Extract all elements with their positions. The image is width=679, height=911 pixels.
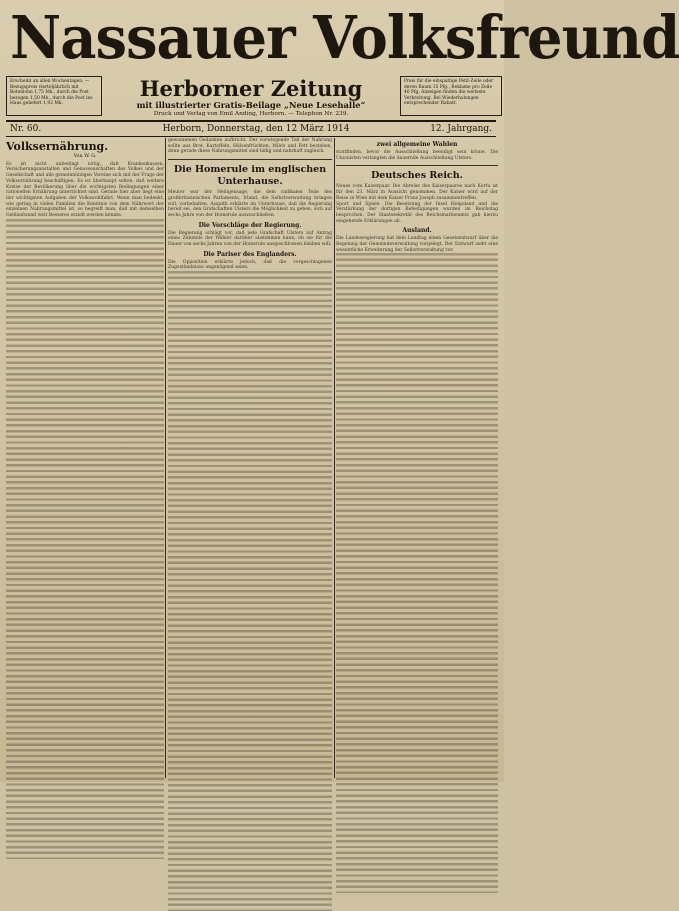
article-body-wahlen: stattfinden, bevor die Ausschließung beendigt sein könne. Die Unionisten verlangten die dauernde Ausschließung Ulsters. [336, 150, 498, 161]
article-body-helgoland: Sport und Spiele. Die Besetzung der Insel Helgoland und die Verstärkung der dortigen Befestigungen wurden im Reichstag besprochen. Der Staatssekretär des Reichsmarineamts gab hierzu eingehende Erklärungen ab. [336, 201, 498, 224]
text-body-lines [168, 271, 332, 911]
article-continuation: gewonnenen Gedanken aufbricht. Der vorwiegende Teil der Nahrung sollte aus Brot, Kartoffeln, Hülsenfrüchten, Milch und Fett bestehen, denn gerade diese Nahrungsmittel sind billig und nahrhaft zugleich. [168, 138, 332, 155]
article-body-kaiserpaar: Neues vom Kaiserpaar. Die Abreise des Kaiserpaares nach Korfu ist für den 23. März in Aussicht genommen. Der Kaiser wird auf der Reise in Wien mit dem Kaiser Franz Joseph zusammentreffen. [336, 184, 498, 201]
subtitle-beilage: mit illustrierter Gratis-Beilage „Neue Lesehalle“ [136, 100, 366, 110]
text-body-lines [6, 219, 164, 859]
advertising-notice: Preis für die einspaltige Petit-Zeile oder deren Raum 15 Pfg., Reklame pro Zeile 40 Pfg. Anzeigen finden die weiteste Verbreitung. Bei Wiederholungen entsprechender Rabatt. [400, 76, 502, 116]
text-body-lines [336, 253, 498, 893]
subheading-ausland: Ausland. [402, 227, 432, 235]
article-body-homerule: Meuter war der Heiligensage, die dem radikalen Teile des großbritannischen Parlaments, Irland, die Selbstverwaltung bringen soll, vorbehalten. Asquith erklärte im Unterhause, daß die Regierung bereit sei, den Grafschaften Ulsters die Möglichkeit zu geben, sich auf sechs Jahre von der Homerule auszuschließen. [168, 190, 332, 218]
volume-year: 12. Jahrgang. [430, 124, 492, 134]
article-headline-volksernaehrung: Volksernährung. [6, 140, 109, 153]
column-divider [165, 138, 166, 778]
subheading-pariser: Die Pariser des Englanders. [203, 250, 297, 258]
subtitle-block [108, 78, 394, 118]
subscription-notice: Erscheint an allen Wochentagen. — Bezugspreis vierteljährlich mit Botenlohn 1,75 Mk., durch die Post bezogen 1,50 Mk., durch die Post ins Haus geliefert 1,92 Mk. [6, 76, 102, 116]
subtitle-herborner-zeitung: Herborner Zeitung [139, 76, 363, 101]
section-headline-deutsches-reich: Deutsches Reich. [371, 170, 463, 182]
newspaper-title: Nassauer Volksfreund [10, 3, 679, 73]
place-and-date: Herborn, Donnerstag, den 12 März 1914 [162, 124, 350, 134]
subheading-wahlen: zwei allgemeine Wahlen [376, 141, 458, 148]
section-rule [168, 159, 332, 160]
article-body-pariser: Die Opposition erklärte jedoch, daß die vorgeschlagenen Zugeständnisse ungenügend seien. [168, 259, 332, 271]
article-body-vorschlaege: Die Regierung schlägt vor, daß jede Grafschaft Ulsters auf Antrag eines Zehntels der Wähler darüber abstimmen kann, ob sie für die Dauer von sechs Jahren von der Homerule ausgeschlossen bleiben will. [168, 230, 332, 248]
article-body-ausland: Die Landesregierung hat dem Landtag einen Gesetzentwurf über die Regelung der Gemeindeverwaltung vorgelegt. Der Entwurf sieht eine wesentliche Erweiterung der Selbstverwaltung vor. [336, 236, 498, 253]
column-divider [334, 138, 335, 778]
article-byline: Von W. G. [73, 154, 97, 159]
column-2 [168, 138, 332, 778]
article-headline-homerule: Die Homerule im englischen Unterhause. [173, 164, 327, 188]
column-1 [6, 138, 164, 778]
masthead [10, 3, 679, 73]
publisher-line: Druck und Verlag von Emil Anding, Herborn. — Telephon Nr. 239. [153, 111, 349, 117]
column-3 [336, 138, 498, 778]
article-body-volksernaehrung: Es ist nicht unbedingt nötig, daß Krankenkassen, Versicherungsanstalten und Genossenschaften des Volkes und der Gesellschaft und alle gemeinnützigen Vereine sich mit der Frage der Volksernährung beschäftigen. Es ist überhaupt selten, daß weitere Kreise der Bevölkerung über die wichtigsten Bedingungen einer rationellen Ernährung unterrichtet sind. Gerade hier aber liegt eine der wichtigsten Aufgaben der Volkswohlfahrt. Wenn man bedenkt, wie gering in vielen Familien die Kenntnis von dem Nährwert der einzelnen Nahrungsmittel ist, so begreift man, daß mit demselben Geldaufwand weit Besseres erzielt werden könnte. [6, 161, 164, 219]
dateline [6, 120, 496, 137]
issue-number: Nr. 60. [10, 124, 42, 134]
subheading-vorschlaege: Die Vorschläge der Regierung. [198, 221, 302, 229]
section-rule [336, 165, 498, 166]
